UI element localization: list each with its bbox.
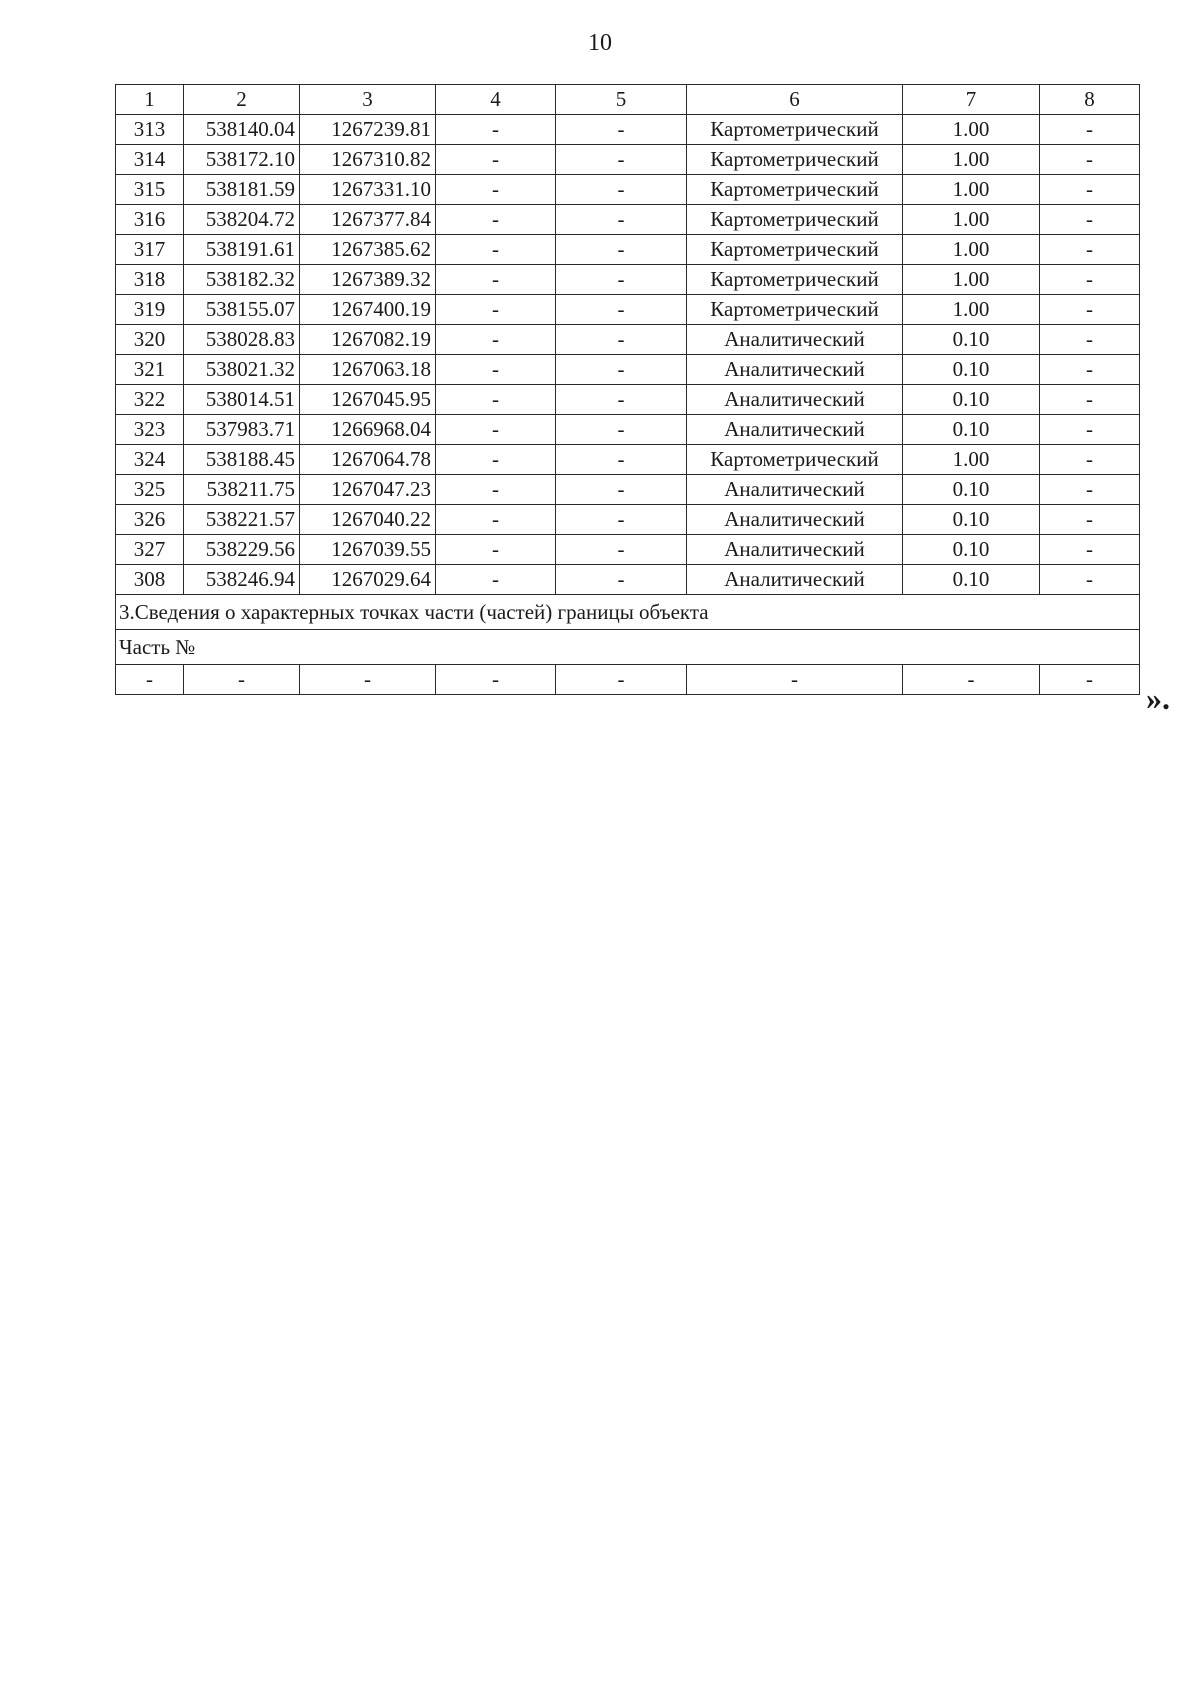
table-row xyxy=(116,535,1140,565)
table-row xyxy=(116,475,1140,505)
table-cell: - xyxy=(556,415,687,445)
table-cell: 1267040.22 xyxy=(300,505,436,535)
table-cell: - xyxy=(436,205,556,235)
table-cell: - xyxy=(436,115,556,145)
table-cell: - xyxy=(1040,295,1140,325)
coordinates-table xyxy=(115,84,1140,695)
table-cell: 1267239.81 xyxy=(300,115,436,145)
table-cell: - xyxy=(1040,415,1140,445)
table-cell: Картометрический xyxy=(687,205,903,235)
table-cell: 0.10 xyxy=(903,535,1040,565)
table-cell: - xyxy=(1040,535,1140,565)
table-cell: - xyxy=(903,665,1040,695)
table-cell: 537983.71 xyxy=(184,415,300,445)
table-cell: - xyxy=(116,665,184,695)
table-cell: - xyxy=(1040,235,1140,265)
table-cell: - xyxy=(436,415,556,445)
table-cell: Картометрический xyxy=(687,175,903,205)
table-cell: - xyxy=(1040,175,1140,205)
table-row xyxy=(116,505,1140,535)
table-cell: 538204.72 xyxy=(184,205,300,235)
table-cell: 538211.75 xyxy=(184,475,300,505)
table-cell: 1267082.19 xyxy=(300,325,436,355)
table-cell: - xyxy=(436,565,556,595)
table-cell: 538229.56 xyxy=(184,535,300,565)
table-cell: Картометрический xyxy=(687,235,903,265)
table-cell: 327 xyxy=(116,535,184,565)
table-cell: Картометрический xyxy=(687,445,903,475)
table-cell: - xyxy=(556,265,687,295)
table-cell: 538246.94 xyxy=(184,565,300,595)
table-cell: - xyxy=(436,505,556,535)
table-cell: 538188.45 xyxy=(184,445,300,475)
table-cell: 1267385.62 xyxy=(300,235,436,265)
table-row xyxy=(116,445,1140,475)
table-cell: Аналитический xyxy=(687,355,903,385)
table-cell: 1.00 xyxy=(903,445,1040,475)
table-cell: 1.00 xyxy=(903,205,1040,235)
table-cell: - xyxy=(436,325,556,355)
table-cell: 1267063.18 xyxy=(300,355,436,385)
table-cell: - xyxy=(556,475,687,505)
table-cell: 1.00 xyxy=(903,175,1040,205)
table-row xyxy=(116,295,1140,325)
table-cell: Аналитический xyxy=(687,325,903,355)
table-cell: 1267039.55 xyxy=(300,535,436,565)
table-cell: 8 xyxy=(1040,85,1140,115)
table-cell: - xyxy=(1040,475,1140,505)
table-cell: 316 xyxy=(116,205,184,235)
table-cell: - xyxy=(436,475,556,505)
table-cell: 0.10 xyxy=(903,385,1040,415)
table-cell: 1.00 xyxy=(903,235,1040,265)
table-cell: Аналитический xyxy=(687,475,903,505)
table-cell: Аналитический xyxy=(687,385,903,415)
table-cell: 1267064.78 xyxy=(300,445,436,475)
table-cell: 1267377.84 xyxy=(300,205,436,235)
table-cell: - xyxy=(556,295,687,325)
table-cell: 538155.07 xyxy=(184,295,300,325)
table-cell: 1267389.32 xyxy=(300,265,436,295)
table-cell: - xyxy=(556,325,687,355)
table-cell: - xyxy=(436,265,556,295)
table-cell: - xyxy=(1040,505,1140,535)
table-cell: 538140.04 xyxy=(184,115,300,145)
table-cell: 313 xyxy=(116,115,184,145)
table-cell: 1267331.10 xyxy=(300,175,436,205)
table-cell: Аналитический xyxy=(687,505,903,535)
table-cell: - xyxy=(1040,565,1140,595)
table-cell: 0.10 xyxy=(903,415,1040,445)
table-cell: 538182.32 xyxy=(184,265,300,295)
table-cell: - xyxy=(556,145,687,175)
table-cell: - xyxy=(556,665,687,695)
table-cell: - xyxy=(436,235,556,265)
table-cell: - xyxy=(1040,265,1140,295)
table-cell: 314 xyxy=(116,145,184,175)
table-cell: 1267045.95 xyxy=(300,385,436,415)
table-cell: - xyxy=(556,205,687,235)
table-cell: - xyxy=(1040,145,1140,175)
table-cell: 538191.61 xyxy=(184,235,300,265)
table-cell: - xyxy=(184,665,300,695)
table-cell: - xyxy=(556,385,687,415)
table-row xyxy=(116,355,1140,385)
table-cell: 318 xyxy=(116,265,184,295)
table-cell: 6 xyxy=(687,85,903,115)
table-cell: Аналитический xyxy=(687,565,903,595)
table-row xyxy=(116,325,1140,355)
table-cell: 4 xyxy=(436,85,556,115)
table-cell: 538221.57 xyxy=(184,505,300,535)
table-header-row xyxy=(116,85,1140,115)
table-cell: - xyxy=(436,535,556,565)
table-cell: Картометрический xyxy=(687,115,903,145)
table-cell: - xyxy=(556,355,687,385)
table-cell: 1.00 xyxy=(903,265,1040,295)
table-row xyxy=(116,265,1140,295)
table-cell: - xyxy=(1040,385,1140,415)
table-cell: 0.10 xyxy=(903,325,1040,355)
table-cell: - xyxy=(556,235,687,265)
table-cell: - xyxy=(436,145,556,175)
table-cell: 3 xyxy=(300,85,436,115)
table-cell: 1267400.19 xyxy=(300,295,436,325)
section-title-row-text: 3.Сведения о характерных точках части (частей) границы объекта xyxy=(116,595,1140,630)
table-cell: 315 xyxy=(116,175,184,205)
table-cell: - xyxy=(687,665,903,695)
table-row xyxy=(116,385,1140,415)
table-cell: 538014.51 xyxy=(184,385,300,415)
table-cell: - xyxy=(436,445,556,475)
table-cell: - xyxy=(300,665,436,695)
part-label-row-text: Часть № xyxy=(116,630,1140,665)
table-cell: Аналитический xyxy=(687,535,903,565)
table-cell: - xyxy=(556,505,687,535)
table-cell: 323 xyxy=(116,415,184,445)
table-cell: 1267310.82 xyxy=(300,145,436,175)
table-cell: - xyxy=(556,115,687,145)
table-cell: Картометрический xyxy=(687,265,903,295)
table-cell: - xyxy=(556,565,687,595)
table-cell: 320 xyxy=(116,325,184,355)
table-cell: 2 xyxy=(184,85,300,115)
closing-quote-mark: ». xyxy=(1146,680,1170,716)
table-cell: 321 xyxy=(116,355,184,385)
table-cell: 1.00 xyxy=(903,295,1040,325)
table-cell: 538181.59 xyxy=(184,175,300,205)
table-cell: - xyxy=(1040,665,1140,695)
table-cell: 1.00 xyxy=(903,145,1040,175)
table-cell: - xyxy=(436,355,556,385)
table-row xyxy=(116,565,1140,595)
table-cell: 538172.10 xyxy=(184,145,300,175)
page-number: 10 xyxy=(588,30,612,56)
table-cell: 319 xyxy=(116,295,184,325)
table-cell: 1.00 xyxy=(903,115,1040,145)
table-cell: 5 xyxy=(556,85,687,115)
table-row xyxy=(116,145,1140,175)
table-cell: - xyxy=(436,295,556,325)
table-cell: 325 xyxy=(116,475,184,505)
table-cell: - xyxy=(1040,115,1140,145)
table-cell: 0.10 xyxy=(903,355,1040,385)
table-cell: 308 xyxy=(116,565,184,595)
table-row xyxy=(116,115,1140,145)
table-cell: - xyxy=(436,665,556,695)
table-cell: Аналитический xyxy=(687,415,903,445)
table-cell: 1 xyxy=(116,85,184,115)
part-label-row xyxy=(116,630,1140,665)
table-row xyxy=(116,175,1140,205)
table-cell: - xyxy=(556,535,687,565)
table-cell: 7 xyxy=(903,85,1040,115)
table-cell: - xyxy=(1040,445,1140,475)
table-row xyxy=(116,415,1140,445)
table-cell: 322 xyxy=(116,385,184,415)
table-cell: - xyxy=(1040,355,1140,385)
table-cell: 0.10 xyxy=(903,475,1040,505)
table-cell: 317 xyxy=(116,235,184,265)
table-cell: 0.10 xyxy=(903,565,1040,595)
table-cell: 538021.32 xyxy=(184,355,300,385)
table-cell: 0.10 xyxy=(903,505,1040,535)
table-cell: 1267047.23 xyxy=(300,475,436,505)
table-cell: - xyxy=(556,445,687,475)
table-cell: 538028.83 xyxy=(184,325,300,355)
table-cell: - xyxy=(1040,205,1140,235)
table-cell: - xyxy=(436,385,556,415)
table-cell: - xyxy=(1040,325,1140,355)
table-cell: 324 xyxy=(116,445,184,475)
table-cell: 326 xyxy=(116,505,184,535)
table-cell: Картометрический xyxy=(687,295,903,325)
table-row xyxy=(116,235,1140,265)
table-cell: Картометрический xyxy=(687,145,903,175)
table-cell: - xyxy=(556,175,687,205)
section-title-row xyxy=(116,595,1140,630)
table-cell: 1267029.64 xyxy=(300,565,436,595)
table-cell: - xyxy=(436,175,556,205)
table-row xyxy=(116,205,1140,235)
table-cell: 1266968.04 xyxy=(300,415,436,445)
part-row xyxy=(116,665,1140,695)
